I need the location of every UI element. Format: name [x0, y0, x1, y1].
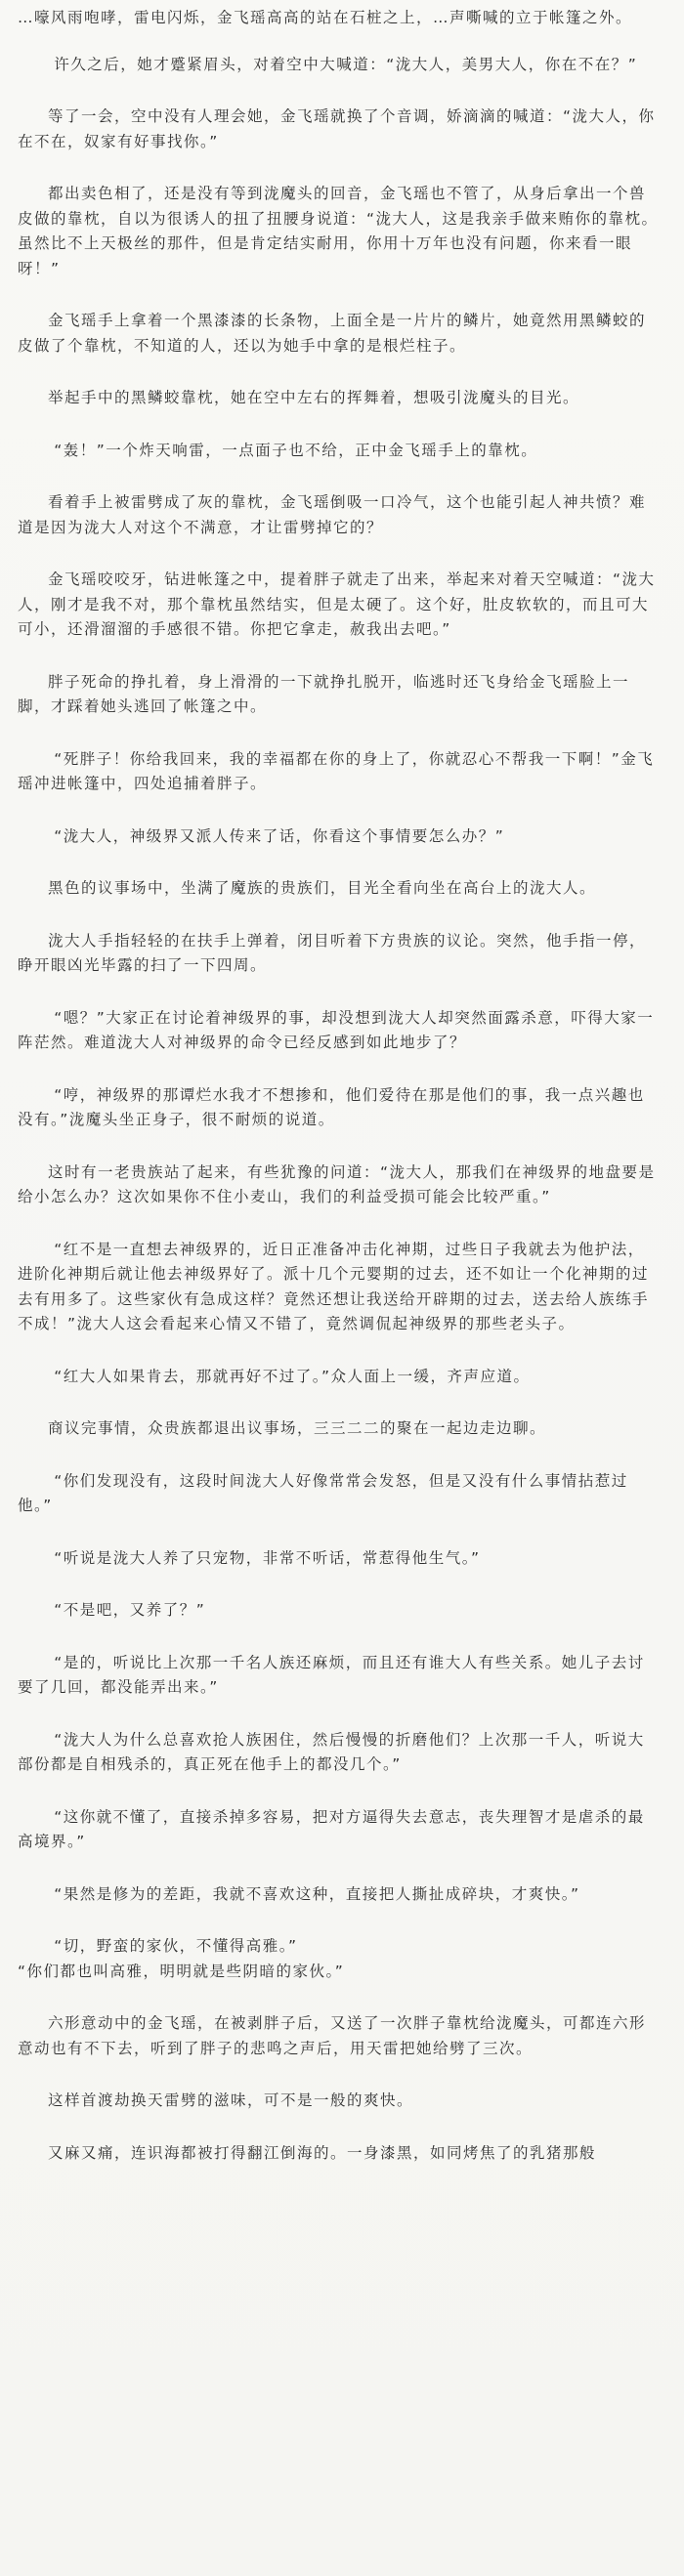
paragraph: “红不是一直想去神级界的，近日正准备冲击化神期，过些日子我就去为他护法，进阶化神期后就让他去神级界好了。派十几个元婴期的过去，还不如让一个化神期的过去有用多了。这些家伙有急成这样？竟然还想让我送给开辟期的过去，送去给人族练手不成！”泷大人这会看起来心情又不错了，竟然调侃起神级界的那些老头子。 — [18, 1240, 650, 1332]
paragraph: 黑色的议事场中，坐满了魔族的贵族们，目光全看向坐在高台上的泷大人。 — [48, 879, 597, 897]
paragraph: 这时有一老贵族站了起来，有些犹豫的问道：“泷大人，那我们在神级界的地盘要是给小怎么办？这次如果你不住小麦山，我们的利益受损可能会比较严重。” — [18, 1162, 656, 1205]
paragraph: 六形意动中的金飞瑶，在被剥胖子后，又送了一次胖子靠枕给泷魔头，可都连六形意动也有不下去，听到了胖子的悲鸣之声后，用天雷把她给劈了三次。 — [18, 2014, 647, 2057]
paragraph: 商议完事情，众贵族都退出议事场，三三二二的聚在一起边走边聊。 — [48, 1419, 547, 1437]
paragraph: “泷大人为什么总喜欢抢人族困住，然后慢慢的折磨他们？上次那一千人，听说大部份都是自相残杀的，真正死在他手上的都没几个。” — [18, 1730, 645, 1773]
paragraph: “泷大人，神级界又派人传来了话，你看这个事情要怎么办？” — [54, 826, 505, 845]
paragraph: 金飞瑶手上拿着一个黑漆漆的长条物，上面全是一片片的鳞片，她竟然用黑鳞蛟的皮做了个靠枕，不知道的人，还以为她手中拿的是根烂柱子。 — [18, 312, 647, 355]
paragraph: “切，野蛮的家伙，不懂得高雅。” “你们都也叫高雅，明明就是些阴暗的家伙。” — [18, 1937, 345, 1980]
paragraph: 泷大人手指轻轻的在扶手上弹着，闭目听着下方贵族的议论。突然，他手指一停，睁开眼凶光毕露的扫了一下四周。 — [18, 931, 647, 974]
paragraph: “不是吧，又养了？” — [54, 1601, 206, 1619]
paragraph: “果然是修为的差距，我就不喜欢这种，直接把人撕扯成碎块，才爽快。” — [54, 1884, 580, 1903]
paragraph: 都出卖色相了，还是没有等到泷魔头的回音，金飞瑶也不管了，从身后拿出一个兽皮做的靠枕，自以为很诱人的扭了扭腰身说道：“泷大人，这是我亲手做来贿你的靠枕。虽然比不上天极丝的那件，但是肯定结实耐用，你用十万年也没有问题，你来看一眼呀！” — [18, 185, 659, 277]
paragraph: 这样首渡劫换天雷劈的滋味，可不是一般的爽快。 — [48, 2091, 414, 2109]
paragraph: “哼，神级界的那谭烂水我才不想掺和，他们爱待在那是他们的事，我一点兴趣也没有。”泷魔头坐正身子，很不耐烦的说道。 — [18, 1085, 645, 1128]
paragraph: 看着手上被雷劈成了灰的靠枕，金飞瑶倒吸一口冷气，这个也能引起人神共愤？难道是因为泷大人对这个不满意，才让雷劈掉它的？ — [18, 493, 647, 536]
paragraph: “是的，听说比上次那一千名人族还麻烦，而且还有谁大人有些关系。她儿子去讨要了几回，都没能弄出来。” — [18, 1653, 645, 1696]
paragraph: “死胖子！你给我回来，我的幸福都在你的身上了，你就忍心不帮我一下啊！”金飞瑶冲进帐篷中，四处追捕着胖子。 — [18, 749, 655, 792]
paragraph: 举起手中的黑鳞蛟靠枕，她在空中左右的挥舞着，想吸引泷魔头的目光。 — [48, 389, 580, 406]
paragraph: “嗯？”大家正在讨论着神级界的事，却没想到泷大人却突然面露杀意，吓得大家一阵茫然。难道泷大人对神级界的命令已经反感到如此地步了？ — [18, 1008, 655, 1051]
paragraph: 又麻又痛，连识海都被打得翻江倒海的。一身漆黑，如同烤焦了的乳猪那般 — [48, 2143, 597, 2162]
paragraph: …嚎风雨咆哮，雷电闪烁，金飞瑶高高的站在石桩之上，…声嘶喊的立于帐篷之外。 — [18, 9, 633, 26]
paragraph: 许久之后，她才蹙紧眉头，对着空中大喊道：“泷大人，美男大人，你在不在？” — [54, 55, 638, 73]
paragraph: “轰！”一个炸天响雷，一点面子也不给，正中金飞瑶手上的靠枕。 — [54, 441, 538, 459]
paragraph: “这你就不懂了，直接杀掉多容易，把对方逼得失去意志，丧失理智才是虐杀的最高境界。” — [18, 1807, 645, 1850]
paragraph: “红大人如果肯去，那就再好不过了。”众人面上一缓，齐声应道。 — [54, 1367, 531, 1385]
paragraph: 胖子死命的挣扎着，身上滑滑的一下就挣扎脱开，临逃时还飞身给金飞瑶脸上一脚，才踩着她头逃回了帐篷之中。 — [18, 672, 630, 715]
paragraph: 金飞瑶咬咬牙，钻进帐篷之中，提着胖子就走了出来，举起来对着天空喊道：“泷大人，刚才是我不对，那个靠枕虽然结实，但是太硬了。这个好，肚皮软软的，而且可大可小，还滑溜溜的手感很不错。你把它拿走，赦我出去吧。” — [18, 570, 656, 638]
paragraph: “听说是泷大人养了只宠物，非常不听话，常惹得他生气。” — [54, 1548, 481, 1567]
paragraph: 等了一会，空中没有人理会她，金飞瑶就换了个音调，娇滴滴的喊道：“泷大人，你在不在，奴家有好事找你。” — [18, 107, 656, 150]
paragraph: “你们发现没有，这段时间泷大人好像常常会发怒，但是又没有什么事情拈惹过他。” — [18, 1471, 628, 1514]
